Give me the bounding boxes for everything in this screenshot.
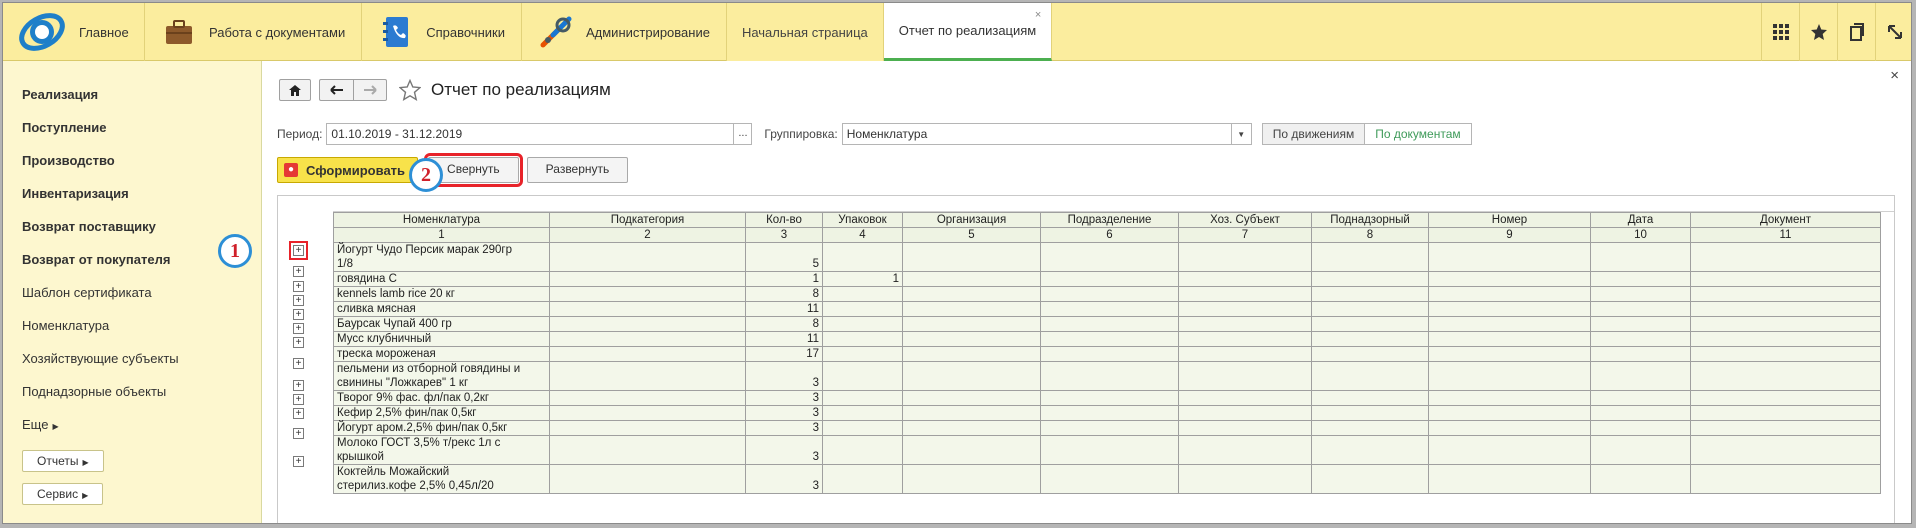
annotation-badge-2: 2 — [409, 158, 443, 192]
table-cell[interactable] — [1041, 347, 1179, 362]
subcategory-cell[interactable] — [550, 421, 746, 436]
by-movement-option[interactable]: По движениям — [1262, 123, 1366, 145]
nomenclature-line: kennels lamb rice 20 кг — [337, 288, 455, 300]
table-cell[interactable] — [1691, 287, 1881, 302]
table-cell[interactable] — [1429, 436, 1591, 465]
table-row — [334, 362, 1881, 391]
table-cell[interactable] — [1041, 421, 1179, 436]
table-cell[interactable] — [1041, 391, 1179, 406]
table-cell[interactable] — [903, 287, 1041, 302]
table-cell[interactable] — [1179, 465, 1312, 494]
table-cell[interactable] — [1429, 332, 1591, 347]
table-cell[interactable] — [1312, 272, 1429, 287]
sidebar-more[interactable] — [3, 415, 261, 448]
chevron-down-icon: ▼ — [1237, 129, 1246, 139]
reports-button-label: Отчеты — [37, 454, 79, 468]
table-row — [334, 465, 1881, 494]
table-cell[interactable] — [1591, 287, 1691, 302]
expand-group-icon[interactable]: + — [293, 428, 304, 439]
table-cell[interactable] — [1312, 391, 1429, 406]
nomenclature-line: Мусс клубничный — [337, 333, 432, 345]
column-header: Поднадзорный — [1312, 213, 1429, 228]
table-cell[interactable] — [1591, 465, 1691, 494]
table-row — [334, 436, 1881, 465]
expand-group-icon[interactable]: + — [293, 380, 304, 391]
table-cell[interactable] — [1691, 243, 1881, 272]
annotation-badge-1: 1 — [218, 234, 252, 268]
table-cell[interactable] — [1041, 287, 1179, 302]
column-header: Документ — [1691, 213, 1881, 228]
table-cell[interactable] — [1691, 317, 1881, 332]
table-cell[interactable] — [1691, 406, 1881, 421]
form-titlebar — [279, 79, 611, 101]
table-cell[interactable] — [1429, 391, 1591, 406]
subcategory-cell[interactable] — [550, 243, 746, 272]
table-cell[interactable] — [1429, 302, 1591, 317]
expand-group-icon[interactable]: + — [293, 281, 304, 292]
back-button[interactable] — [319, 79, 353, 101]
table-row — [334, 391, 1881, 406]
table-cell[interactable] — [1691, 436, 1881, 465]
table-cell[interactable] — [1429, 421, 1591, 436]
tab-sales-report[interactable] — [884, 3, 1053, 61]
packs-cell[interactable] — [823, 465, 903, 494]
table-cell[interactable] — [1041, 362, 1179, 391]
generate-icon: ● — [284, 163, 298, 177]
expand-group-icon[interactable]: + — [293, 266, 304, 277]
forward-button[interactable] — [353, 79, 387, 101]
table-cell[interactable] — [1429, 243, 1591, 272]
column-number: 1 — [334, 228, 550, 243]
table-cell[interactable] — [1591, 406, 1691, 421]
nomenclature-line: Творог 9% фас. фл/пак 0,2кг — [337, 392, 490, 404]
quantity-cell[interactable]: 5 — [746, 243, 823, 272]
expand-group-icon[interactable]: + — [293, 295, 304, 306]
table-cell[interactable] — [1691, 391, 1881, 406]
table-cell[interactable] — [903, 332, 1041, 347]
table-cell[interactable] — [1591, 317, 1691, 332]
nomenclature-line: Йогурт аром.2,5% фин/пак 0,5кг — [337, 422, 508, 434]
table-cell[interactable] — [1429, 465, 1591, 494]
table-row — [334, 421, 1881, 436]
packs-cell[interactable] — [823, 347, 903, 362]
favorite-star-icon[interactable] — [399, 79, 421, 101]
table-cell[interactable] — [1429, 317, 1591, 332]
table-cell[interactable] — [1179, 332, 1312, 347]
table-cell[interactable] — [1591, 302, 1691, 317]
table-cell[interactable] — [1312, 362, 1429, 391]
quantity-cell[interactable]: 11 — [746, 302, 823, 317]
quantity-cell[interactable]: 3 — [746, 465, 823, 494]
table-cell[interactable] — [1312, 302, 1429, 317]
table-cell[interactable] — [1179, 347, 1312, 362]
nomenclature-line: говядина С — [337, 273, 397, 285]
packs-cell[interactable] — [823, 421, 903, 436]
subcategory-cell[interactable] — [550, 317, 746, 332]
table-cell[interactable] — [1179, 421, 1312, 436]
quantity-cell[interactable]: 3 — [746, 362, 823, 391]
table-cell[interactable] — [903, 347, 1041, 362]
tab-start-page[interactable] — [727, 3, 884, 61]
grouping-input[interactable] — [842, 123, 1232, 145]
grouping-label: Группировка: — [764, 127, 838, 141]
nomenclature-line: Молоко ГОСТ 3,5% т/рекс 1л с — [337, 437, 501, 449]
app-logo-icon — [17, 7, 67, 57]
table-cell[interactable] — [1179, 406, 1312, 421]
subcategory-cell[interactable] — [550, 406, 746, 421]
column-header: Хоз. Субъект — [1179, 213, 1312, 228]
table-cell[interactable] — [1041, 272, 1179, 287]
nomenclature-line: Коктейль Можайский — [337, 466, 450, 478]
table-row — [334, 406, 1881, 421]
sidebar-item-certificate-template[interactable]: Шаблон сертификата — [22, 285, 152, 300]
top-right-tools — [1761, 3, 1912, 61]
page-title: Отчет по реализациям — [431, 80, 611, 99]
report-header-spacer — [333, 196, 1895, 212]
table-cell[interactable] — [1179, 436, 1312, 465]
sidebar-item-business-entities[interactable]: Хозяйствующие субъекты — [22, 351, 179, 366]
quantity-cell[interactable]: 17 — [746, 347, 823, 362]
sidebar-item-inventory[interactable]: Инвентаризация — [22, 186, 129, 201]
column-number: 8 — [1312, 228, 1429, 243]
table-cell[interactable] — [1312, 287, 1429, 302]
table-cell[interactable] — [903, 362, 1041, 391]
quantity-cell[interactable]: 1 — [746, 272, 823, 287]
report-spreadsheet[interactable] — [277, 195, 1895, 524]
nomenclature-cell[interactable] — [334, 272, 550, 287]
section-documents-label: Работа с документами — [209, 24, 346, 40]
column-header: Дата — [1591, 213, 1691, 228]
tab-sales-report-label: Отчет по реализациям — [898, 23, 1037, 38]
nomenclature-line: Баурсак Чупай 400 гр — [337, 318, 452, 330]
expand-group-icon[interactable]: + — [293, 337, 304, 348]
column-number: 11 — [1691, 228, 1881, 243]
table-cell[interactable] — [1691, 362, 1881, 391]
nomenclature-line: 1/8 — [337, 258, 353, 270]
nomenclature-cell[interactable] — [334, 243, 550, 272]
packs-cell[interactable] — [823, 391, 903, 406]
nomenclature-cell[interactable] — [334, 302, 550, 317]
nomenclature-cell[interactable] — [334, 362, 550, 391]
table-cell[interactable] — [1312, 421, 1429, 436]
nomenclature-cell[interactable] — [334, 391, 550, 406]
grouping-dropdown-button[interactable] — [1232, 123, 1252, 145]
reports-button[interactable] — [22, 450, 104, 472]
nomenclature-line: стерилиз.кофе 2,5% 0,45л/20 — [337, 480, 494, 492]
column-header: Кол-во — [746, 213, 823, 228]
table-cell[interactable] — [903, 317, 1041, 332]
home-button[interactable] — [279, 79, 311, 101]
table-cell[interactable] — [1429, 347, 1591, 362]
column-header: Номер — [1429, 213, 1591, 228]
period-input[interactable] — [326, 123, 734, 145]
table-row — [334, 243, 1881, 272]
table-cell[interactable] — [1591, 332, 1691, 347]
table-cell[interactable] — [1179, 272, 1312, 287]
packs-cell[interactable] — [823, 362, 903, 391]
section-documents[interactable] — [145, 3, 362, 61]
sidebar-more-label: Еще — [22, 417, 49, 432]
column-number: 10 — [1591, 228, 1691, 243]
table-cell[interactable] — [903, 465, 1041, 494]
tab-close-icon[interactable]: × — [1034, 9, 1042, 21]
table-row — [334, 287, 1881, 302]
subcategory-cell[interactable] — [550, 391, 746, 406]
phonebook-icon — [378, 14, 414, 50]
quantity-cell[interactable]: 3 — [746, 391, 823, 406]
sidebar-item-return-from-buyer[interactable]: Возврат от покупателя — [22, 252, 171, 267]
subcategory-cell[interactable] — [550, 332, 746, 347]
subcategory-cell[interactable] — [550, 272, 746, 287]
column-header: Подкатегория — [550, 213, 746, 228]
table-cell[interactable] — [1041, 406, 1179, 421]
table-row — [334, 347, 1881, 362]
table-cell[interactable] — [1312, 317, 1429, 332]
table-cell[interactable] — [1312, 465, 1429, 494]
sidebar — [3, 61, 262, 524]
home-section[interactable] — [3, 3, 145, 61]
table-cell[interactable] — [1041, 436, 1179, 465]
table-cell[interactable] — [1429, 272, 1591, 287]
packs-cell[interactable] — [823, 436, 903, 465]
sidebar-item-nomenclature[interactable]: Номенклатура — [22, 318, 110, 333]
triangle-right-icon: ▶ — [82, 458, 89, 467]
nomenclature-cell[interactable] — [334, 436, 550, 465]
generate-button[interactable] — [277, 157, 418, 183]
column-number: 4 — [823, 228, 903, 243]
column-header: Упаковок — [823, 213, 903, 228]
table-cell[interactable] — [1041, 465, 1179, 494]
nomenclature-cell[interactable] — [334, 347, 550, 362]
quantity-cell[interactable]: 3 — [746, 421, 823, 436]
tools-icon — [538, 14, 574, 50]
quantity-cell[interactable]: 3 — [746, 406, 823, 421]
nomenclature-cell[interactable] — [334, 287, 550, 302]
table-cell[interactable] — [1591, 347, 1691, 362]
table-row — [334, 317, 1881, 332]
table-cell[interactable] — [1691, 465, 1881, 494]
table-cell[interactable] — [1179, 302, 1312, 317]
quantity-cell[interactable]: 11 — [746, 332, 823, 347]
table-cell[interactable] — [1691, 332, 1881, 347]
filter-row — [277, 123, 1472, 145]
table-cell[interactable] — [903, 421, 1041, 436]
nomenclature-cell[interactable] — [334, 465, 550, 494]
report-form — [230, 61, 1912, 524]
nomenclature-cell[interactable] — [334, 317, 550, 332]
expand-group-icon[interactable]: + — [293, 394, 304, 405]
section-directories[interactable] — [362, 3, 522, 61]
by-documents-option[interactable]: По документам — [1365, 123, 1471, 145]
table-cell[interactable] — [1312, 332, 1429, 347]
subcategory-cell[interactable] — [550, 347, 746, 362]
sidebar-item-supervised-objects[interactable]: Поднадзорные объекты — [22, 384, 167, 399]
period-label: Период: — [277, 127, 323, 141]
expand-group-icon[interactable]: + — [293, 358, 304, 369]
table-cell[interactable] — [903, 436, 1041, 465]
table-cell[interactable] — [903, 243, 1041, 272]
packs-cell[interactable] — [823, 406, 903, 421]
collapse-button[interactable]: Свернуть — [428, 157, 519, 183]
section-administration-label: Администрирование — [585, 24, 710, 40]
expand-group-icon[interactable]: + — [293, 323, 304, 334]
sidebar-item-receipts[interactable]: Поступление — [22, 120, 107, 135]
table-cell[interactable] — [1179, 391, 1312, 406]
table-cell[interactable] — [1691, 421, 1881, 436]
nomenclature-line: пельмени из отборной говядины и — [337, 363, 521, 375]
table-cell[interactable] — [1041, 302, 1179, 317]
table-row — [334, 272, 1881, 287]
table-cell[interactable] — [1429, 287, 1591, 302]
table-header-row — [334, 213, 1881, 228]
mode-switch — [1262, 123, 1472, 145]
table-cell[interactable] — [903, 302, 1041, 317]
nomenclature-line: свинины "Ложкарев" 1 кг — [337, 377, 469, 389]
subcategory-cell[interactable] — [550, 302, 746, 317]
column-number: 6 — [1041, 228, 1179, 243]
nomenclature-line: Кефир 2,5% фин/пак 0,5кг — [337, 407, 477, 419]
subcategory-cell[interactable] — [550, 287, 746, 302]
report-table — [333, 212, 1881, 494]
quantity-cell[interactable]: 3 — [746, 436, 823, 465]
expand-button[interactable]: Развернуть — [527, 157, 629, 183]
column-number: 5 — [903, 228, 1041, 243]
column-number-row — [334, 228, 1881, 243]
column-number: 3 — [746, 228, 823, 243]
generate-button-label: Сформировать — [306, 162, 406, 178]
nomenclature-cell[interactable] — [334, 332, 550, 347]
sidebar-item-sales[interactable]: Реализация — [22, 87, 99, 102]
sidebar-item-production[interactable]: Производство — [22, 153, 115, 168]
column-header: Номенклатура — [334, 213, 550, 228]
table-cell[interactable] — [1041, 332, 1179, 347]
expand-group-icon[interactable]: + — [293, 245, 304, 256]
nomenclature-line: Йогурт Чудо Персик марак 290гр — [337, 244, 512, 256]
table-cell[interactable] — [903, 272, 1041, 287]
apps-grid-icon[interactable] — [1761, 3, 1799, 61]
section-directories-label: Справочники — [426, 24, 505, 40]
table-cell[interactable] — [1591, 362, 1691, 391]
quantity-cell[interactable]: 8 — [746, 317, 823, 332]
packs-cell[interactable] — [823, 332, 903, 347]
subcategory-cell[interactable] — [550, 362, 746, 391]
expand-group-icon[interactable]: + — [293, 408, 304, 419]
table-cell[interactable] — [1591, 243, 1691, 272]
history-icon[interactable] — [1837, 3, 1875, 61]
home-icon — [288, 84, 302, 97]
table-cell[interactable] — [903, 391, 1041, 406]
action-row — [277, 157, 628, 183]
tab-start-page-label: Начальная страница — [741, 24, 868, 40]
nomenclature-cell[interactable] — [334, 421, 550, 436]
table-row — [334, 302, 1881, 317]
arrow-left-icon — [330, 85, 344, 95]
quantity-cell[interactable]: 8 — [746, 287, 823, 302]
table-cell[interactable] — [1312, 406, 1429, 421]
table-cell[interactable] — [1179, 243, 1312, 272]
expand-group-icon[interactable]: + — [293, 456, 304, 467]
column-header: Организация — [903, 213, 1041, 228]
star-icon[interactable] — [1799, 3, 1837, 61]
subcategory-cell[interactable] — [550, 436, 746, 465]
table-cell[interactable] — [1179, 287, 1312, 302]
table-cell[interactable] — [1429, 362, 1591, 391]
table-cell[interactable] — [1041, 317, 1179, 332]
nomenclature-line: крышкой — [337, 451, 384, 463]
service-button-label: Сервис — [37, 487, 79, 501]
period-select-button[interactable]: ... — [734, 123, 752, 145]
table-cell[interactable] — [1312, 243, 1429, 272]
arrow-right-icon — [363, 85, 377, 95]
table-cell[interactable] — [1691, 347, 1881, 362]
table-cell[interactable] — [1691, 272, 1881, 287]
nomenclature-cell[interactable] — [334, 406, 550, 421]
table-cell[interactable] — [1179, 317, 1312, 332]
top-bar — [3, 3, 1912, 61]
table-cell[interactable] — [1179, 362, 1312, 391]
close-form-icon[interactable]: × — [1890, 67, 1899, 84]
packs-cell[interactable] — [823, 243, 903, 272]
service-button[interactable] — [22, 483, 103, 505]
table-cell[interactable] — [1429, 406, 1591, 421]
table-cell[interactable] — [1312, 347, 1429, 362]
table-cell[interactable] — [1591, 421, 1691, 436]
table-cell[interactable] — [1591, 272, 1691, 287]
nomenclature-line: сливка мясная — [337, 303, 416, 315]
table-cell[interactable] — [1691, 302, 1881, 317]
triangle-right-icon: ▶ — [82, 491, 89, 500]
table-cell[interactable] — [903, 406, 1041, 421]
app-window — [2, 2, 1912, 524]
table-row — [334, 332, 1881, 347]
sidebar-item-return-to-supplier[interactable]: Возврат поставщику — [22, 219, 156, 234]
table-cell[interactable] — [1591, 436, 1691, 465]
column-header: Подразделение — [1041, 213, 1179, 228]
table-cell[interactable] — [1591, 391, 1691, 406]
packs-cell[interactable]: 1 — [823, 272, 903, 287]
column-number: 7 — [1179, 228, 1312, 243]
expand-group-icon[interactable]: + — [293, 309, 304, 320]
table-cell[interactable] — [1041, 243, 1179, 272]
nomenclature-line: треска мороженая — [337, 348, 436, 360]
subcategory-cell[interactable] — [550, 465, 746, 494]
column-number: 2 — [550, 228, 746, 243]
packs-cell[interactable] — [823, 317, 903, 332]
triangle-right-icon: ▶ — [52, 422, 59, 431]
column-number: 9 — [1429, 228, 1591, 243]
arrow-expand-icon[interactable] — [1875, 3, 1912, 61]
open-tabs — [727, 3, 1052, 61]
packs-cell[interactable] — [823, 287, 903, 302]
packs-cell[interactable] — [823, 302, 903, 317]
section-administration[interactable] — [522, 3, 727, 61]
table-cell[interactable] — [1312, 436, 1429, 465]
home-label: Главное — [79, 24, 129, 40]
briefcase-icon — [161, 14, 197, 50]
